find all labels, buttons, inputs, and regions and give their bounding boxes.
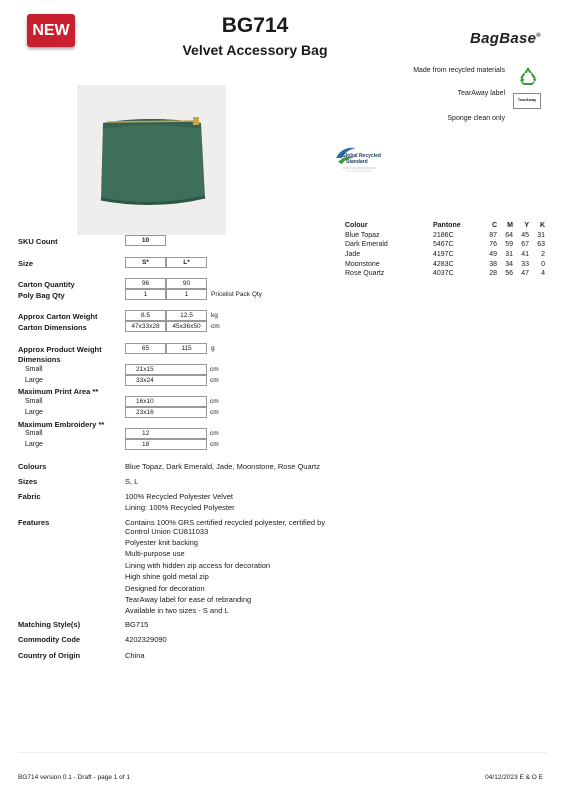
dim-small-unit: cm	[210, 366, 219, 373]
footer-divider	[18, 752, 547, 753]
table-row	[345, 259, 545, 269]
emb-small-unit: cm	[210, 430, 219, 437]
feature-item: TearAway label for ease of rebranding	[125, 595, 252, 604]
cmyk-k: 63	[537, 241, 545, 249]
product-title: Velvet Accessory Bag	[182, 42, 328, 58]
dim-large-label: Large	[25, 377, 43, 384]
header-pantone: Pantone	[433, 222, 461, 230]
commodity-code-value: 4202329090	[125, 635, 167, 644]
pantone-code: 2186C	[433, 231, 454, 239]
feature-sponge-clean: Sponge clean only	[447, 115, 505, 122]
new-badge: NEW	[27, 14, 75, 47]
carton-dim-unit: cm	[211, 323, 220, 330]
dim-large-unit: cm	[210, 377, 219, 384]
feature-item: Multi-purpose use	[125, 549, 185, 558]
print-area-label: Maximum Print Area **	[18, 387, 99, 396]
emb-small-value: 12	[125, 428, 207, 439]
embroidery-label: Maximum Embroidery **	[18, 420, 105, 429]
table-row	[345, 240, 545, 250]
pantone-code: 4037C	[433, 270, 454, 278]
feature-item: Designed for decoration	[125, 584, 205, 593]
carton-weight-l: 12.5	[166, 310, 207, 321]
cmyk-k: 4	[541, 270, 545, 278]
header-m: M	[507, 222, 513, 230]
feature-recycled: Made from recycled materials	[413, 67, 505, 74]
product-code: BG714	[221, 14, 289, 37]
size-s: S*	[125, 257, 166, 268]
features-label: Features	[18, 518, 50, 527]
dim-small-label: Small	[25, 366, 43, 373]
commodity-code-label: Commodity Code	[18, 635, 81, 644]
product-weight-l: 115	[166, 343, 207, 354]
dim-small-value: 21x15	[125, 364, 207, 375]
colour-table-header	[345, 221, 545, 231]
svg-text:Global Recycled: Global Recycled	[342, 153, 381, 159]
cmyk-k: 2	[541, 251, 545, 259]
poly-bag-l: 1	[166, 289, 207, 300]
table-row	[345, 231, 545, 241]
feature-item: Lining with hidden zip access for decoration	[125, 561, 271, 570]
origin-label: Country of Origin	[18, 651, 81, 660]
cmyk-y: 47	[521, 270, 529, 278]
carton-qty-label: Carton Quantity	[18, 280, 75, 289]
colour-name: Moonstone	[345, 260, 380, 268]
product-weight-unit: g	[211, 345, 215, 352]
tearaway-label-icon: TearAway	[513, 93, 541, 109]
cmyk-m: 59	[505, 241, 513, 249]
poly-bag-s: 1	[125, 289, 166, 300]
product-photo	[77, 85, 226, 235]
velvet-bag-image	[77, 85, 226, 235]
feature-item: Available in two sizes - S and L	[125, 606, 229, 615]
poly-bag-label: Poly Bag Qty	[18, 291, 65, 300]
carton-qty-l: 90	[166, 278, 207, 289]
colour-table	[345, 221, 545, 279]
table-row	[345, 269, 545, 279]
header-k: K	[539, 222, 545, 230]
colour-name: Jade	[345, 251, 361, 259]
pantone-code: 4283C	[433, 260, 454, 268]
cmyk-m: 64	[505, 231, 513, 239]
colours-label: Colours	[18, 462, 47, 471]
fabric-line: Lining: 100% Recycled Polyester	[125, 503, 235, 512]
grs-logo	[332, 144, 384, 180]
print-large-label: Large	[25, 409, 43, 416]
colour-name: Dark Emerald	[345, 241, 388, 249]
print-large-value: 23x16	[125, 407, 207, 418]
cmyk-c: 76	[489, 241, 497, 249]
carton-qty-s: 96	[125, 278, 166, 289]
cmyk-k: 31	[537, 231, 545, 239]
brand-logo: BagBase®	[469, 30, 541, 47]
feature-item: Polyester knit backing	[125, 538, 198, 547]
dimensions-label: Dimensions	[18, 355, 61, 364]
carton-weight-s: 8.5	[125, 310, 166, 321]
fabric-label: Fabric	[18, 492, 41, 501]
print-small-label: Small	[25, 398, 43, 405]
origin-value: China	[125, 651, 145, 660]
size-label: Size	[18, 259, 34, 268]
product-weight-label: Approx Product Weight	[18, 345, 102, 354]
cmyk-c: 38	[489, 260, 497, 268]
header-colour: Colour	[345, 222, 368, 230]
header-c: C	[491, 222, 497, 230]
colour-name: Rose Quartz	[345, 270, 385, 278]
poly-bag-note: Pricelist Pack Qty	[211, 291, 262, 298]
cmyk-k: 0	[541, 260, 545, 268]
recycle-icon	[516, 64, 540, 88]
emb-large-value: 18	[125, 439, 207, 450]
cmyk-c: 49	[489, 251, 497, 259]
footer-version: BG714 version 0.1 - Draft - page 1 of 1	[18, 774, 131, 781]
cmyk-y: 33	[521, 260, 529, 268]
cmyk-y: 45	[521, 231, 529, 239]
size-l: L*	[166, 257, 207, 268]
table-row	[345, 250, 545, 260]
pantone-code: 5467C	[433, 241, 454, 249]
carton-dim-l: 45x36x50	[166, 321, 207, 332]
fabric-line: 100% Recycled Polyester Velvet	[125, 492, 233, 501]
footer-date: 04/12/2023 E & O E	[485, 774, 543, 781]
feature-tearaway: TearAway label	[457, 90, 505, 97]
emb-small-label: Small	[25, 430, 43, 437]
print-small-unit: cm	[210, 398, 219, 405]
carton-weight-unit: kg	[211, 312, 218, 319]
cmyk-y: 41	[521, 251, 529, 259]
pantone-code: 4197C	[433, 251, 454, 259]
sku-count-label: SKU Count	[18, 237, 58, 246]
emb-large-unit: cm	[210, 441, 219, 448]
carton-dim-label: Carton Dimensions	[18, 323, 87, 332]
product-weight-s: 65	[125, 343, 166, 354]
matching-style-value: BG715	[125, 620, 149, 629]
cmyk-m: 34	[505, 260, 513, 268]
print-small-value: 16x10	[125, 396, 207, 407]
print-large-unit: cm	[210, 409, 219, 416]
cmyk-m: 56	[505, 270, 513, 278]
sizes-value: S, L	[125, 477, 139, 486]
carton-weight-label: Approx Carton Weight	[18, 312, 98, 321]
feature-item: Contains 100% GRS certified recycled polyester, certified by Control Union CU811033	[125, 518, 326, 536]
feature-item: High shine gold metal zip	[125, 572, 209, 581]
cmyk-m: 31	[505, 251, 513, 259]
colours-value: Blue Topaz, Dark Emerald, Jade, Moonstone, Rose Quartz	[125, 462, 320, 471]
colour-name: Blue Topaz	[345, 231, 380, 239]
svg-text:Standard: Standard	[346, 159, 368, 165]
sizes-label: Sizes	[18, 477, 38, 486]
emb-large-label: Large	[25, 441, 43, 448]
header-y: Y	[524, 222, 529, 230]
matching-style-label: Matching Style(s)	[18, 620, 81, 629]
cmyk-y: 67	[521, 241, 529, 249]
cmyk-c: 28	[489, 270, 497, 278]
cmyk-c: 87	[489, 231, 497, 239]
carton-dim-s: 47x33x28	[125, 321, 166, 332]
sku-count-value: 10	[125, 235, 166, 246]
dim-large-value: 33x24	[125, 375, 207, 386]
